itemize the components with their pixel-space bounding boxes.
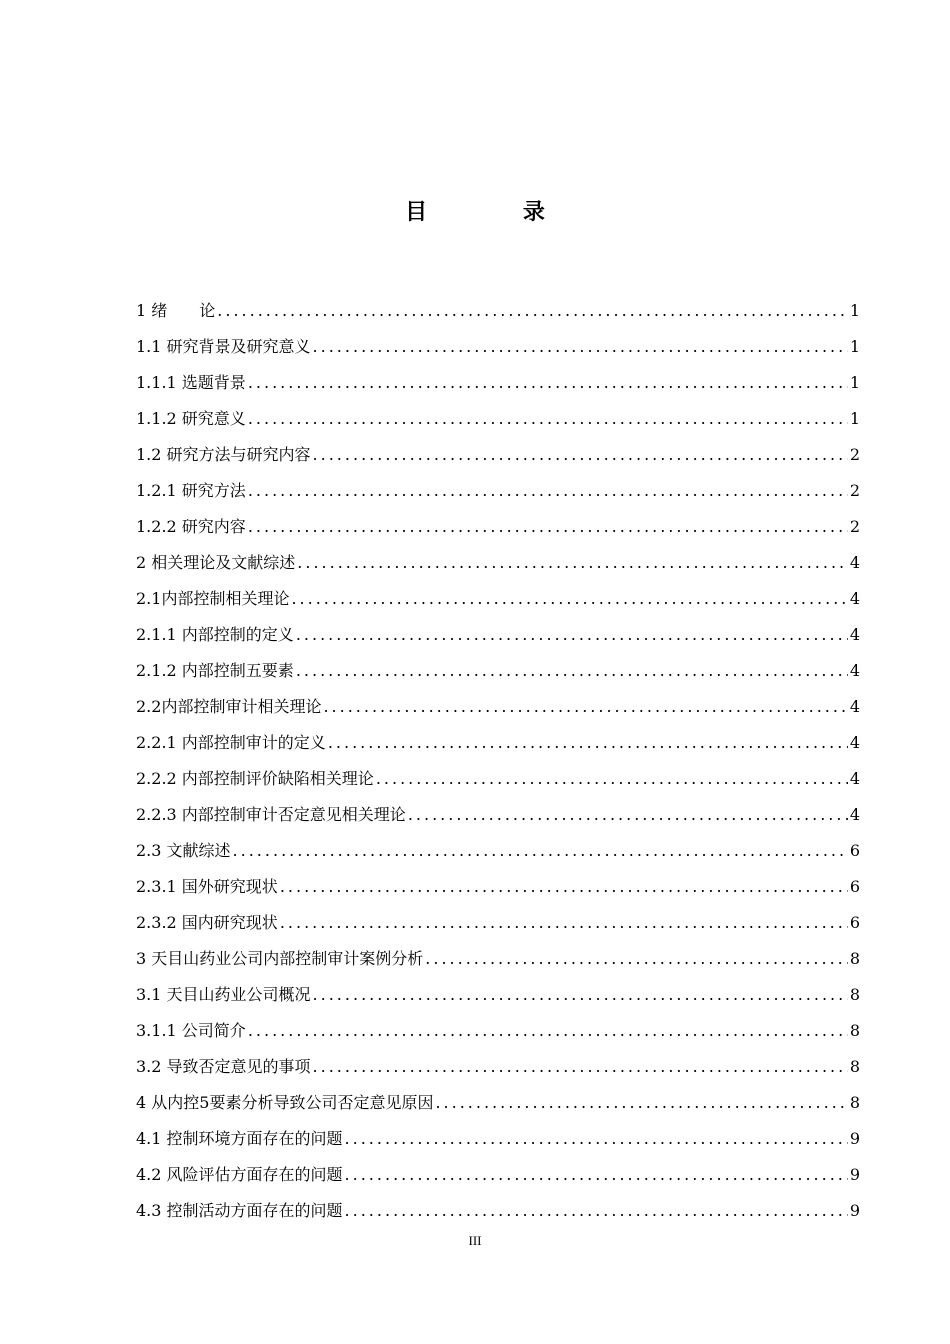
- dot-leader: [345, 1195, 848, 1227]
- toc-entry[interactable]: [136, 907, 860, 943]
- toc-entry[interactable]: [136, 475, 860, 511]
- toc-entry-label: 4.1 控制环境方面存在的问题: [136, 1129, 343, 1148]
- toc-entry[interactable]: [136, 655, 860, 691]
- dot-leader: [345, 1159, 848, 1191]
- dot-leader: [248, 1015, 848, 1047]
- dot-leader: [248, 475, 848, 507]
- toc-entry-page: 2: [849, 481, 860, 500]
- dot-leader: [313, 1051, 848, 1083]
- dot-leader: [425, 943, 848, 975]
- toc-entry-label: 1.2.2 研究内容: [136, 517, 246, 536]
- toc-entry[interactable]: [136, 1195, 860, 1231]
- toc-entry-page: 4: [849, 805, 860, 824]
- dot-leader: [435, 1087, 847, 1119]
- dot-leader: [297, 547, 848, 579]
- toc-entry-label: 2.1.1 内部控制的定义: [136, 625, 294, 644]
- toc-entry-label: 1.1 研究背景及研究意义: [136, 337, 311, 356]
- dot-leader: [248, 403, 848, 435]
- toc-entry[interactable]: [136, 439, 860, 475]
- toc-entry-label: 2.2内部控制审计相关理论: [136, 697, 322, 716]
- toc-entry[interactable]: [136, 1087, 860, 1123]
- dot-leader: [345, 1123, 848, 1155]
- toc-entry[interactable]: [136, 583, 860, 619]
- toc-entry-label: 1.1.1 选题背景: [136, 373, 246, 392]
- dot-leader: [233, 835, 848, 867]
- toc-entry-label: 2.3.2 国内研究现状: [136, 913, 278, 932]
- dot-leader: [313, 979, 848, 1011]
- toc-entry-page: 2: [849, 445, 860, 464]
- toc-entry-label: 3.1.1 公司简介: [136, 1021, 246, 1040]
- dot-leader: [313, 439, 848, 471]
- toc-entry-label: 4.2 风险评估方面存在的问题: [136, 1165, 343, 1184]
- toc-entry-label: 1.1.2 研究意义: [136, 409, 246, 428]
- toc-entry[interactable]: [136, 763, 860, 799]
- toc-entry-page: 8: [849, 985, 860, 1004]
- dot-leader: [376, 763, 848, 795]
- toc-entry-page: 9: [849, 1129, 860, 1148]
- dot-leader: [296, 619, 848, 651]
- toc-entry[interactable]: [136, 1051, 860, 1087]
- toc-entry-page: 9: [849, 1201, 860, 1220]
- toc-entry-label: 3.2 导致否定意见的事项: [136, 1057, 311, 1076]
- dot-leader: [280, 907, 848, 939]
- toc-entry-label: 2 相关理论及文献综述: [136, 553, 296, 572]
- toc-entry-label: 1 绪 论: [136, 301, 216, 320]
- toc-entry-label: 2.1.2 内部控制五要素: [136, 661, 294, 680]
- toc-entry-label: 4.3 控制活动方面存在的问题: [136, 1201, 343, 1220]
- toc-entry-label: 3.1 天目山药业公司概况: [136, 985, 311, 1004]
- toc-entry-label: 1.2 研究方法与研究内容: [136, 445, 311, 464]
- toc-entry-page: 6: [849, 913, 860, 932]
- dot-leader: [248, 511, 848, 543]
- toc-entry-page: 8: [849, 1093, 860, 1112]
- toc-entry-label: 2.2.3 内部控制审计否定意见相关理论: [136, 805, 406, 824]
- toc-entry-page: 8: [849, 949, 860, 968]
- dot-leader: [291, 583, 847, 615]
- toc-entry-page: 8: [849, 1057, 860, 1076]
- toc-entry[interactable]: [136, 367, 860, 403]
- toc-entry-page: 4: [849, 697, 860, 716]
- toc-entry-label: 2.1内部控制相关理论: [136, 589, 290, 608]
- toc-entry-page: 4: [849, 661, 860, 680]
- toc-entry-page: 4: [849, 553, 860, 572]
- toc-entry[interactable]: [136, 691, 860, 727]
- toc-entry-label: 2.3 文献综述: [136, 841, 231, 860]
- dot-leader: [217, 295, 848, 327]
- dot-leader: [408, 799, 848, 831]
- toc-entry[interactable]: [136, 727, 860, 763]
- toc-entry-page: 8: [849, 1021, 860, 1040]
- toc-entry-page: 9: [849, 1165, 860, 1184]
- dot-leader: [280, 871, 848, 903]
- page-title: 目 录: [405, 200, 589, 225]
- toc-entry-page: 6: [849, 841, 860, 860]
- toc-entry-label: 4 从内控5要素分析导致公司否定意见原因: [136, 1093, 434, 1112]
- toc-entry[interactable]: [136, 1015, 860, 1051]
- toc-entry[interactable]: [136, 295, 860, 331]
- dot-leader: [296, 655, 848, 687]
- dot-leader: [328, 727, 848, 759]
- toc-entry[interactable]: [136, 799, 860, 835]
- toc-entry[interactable]: [136, 979, 860, 1015]
- toc-entry-page: 1: [849, 301, 860, 320]
- dot-leader: [313, 331, 848, 363]
- toc-entry-label: 2.2.2 内部控制评价缺陷相关理论: [136, 769, 374, 788]
- toc-entry[interactable]: [136, 403, 860, 439]
- toc-entry-label: 3 天目山药业公司内部控制审计案例分析: [136, 949, 424, 968]
- toc-entry[interactable]: [136, 871, 860, 907]
- toc-entry-page: 4: [849, 769, 860, 788]
- toc-entry[interactable]: [136, 511, 860, 547]
- toc-entry[interactable]: [136, 1123, 860, 1159]
- toc-entry[interactable]: [136, 331, 860, 367]
- toc-entry-page: 4: [849, 733, 860, 752]
- toc-entry-label: 1.2.1 研究方法: [136, 481, 246, 500]
- toc-entry[interactable]: [136, 547, 860, 583]
- toc-entry-page: 4: [849, 589, 860, 608]
- table-of-contents: [136, 295, 860, 1231]
- toc-entry-page: 1: [849, 373, 860, 392]
- toc-entry[interactable]: [136, 835, 860, 871]
- toc-entry-page: 1: [849, 337, 860, 356]
- toc-entry[interactable]: [136, 943, 860, 979]
- toc-entry[interactable]: [136, 619, 860, 655]
- toc-entry-page: 4: [849, 625, 860, 644]
- toc-entry-label: 2.2.1 内部控制审计的定义: [136, 733, 326, 752]
- page-number: III: [468, 1233, 482, 1248]
- toc-entry[interactable]: [136, 1159, 860, 1195]
- toc-entry-page: 1: [849, 409, 860, 428]
- toc-entry-page: 6: [849, 877, 860, 896]
- dot-leader: [323, 691, 847, 723]
- dot-leader: [248, 367, 848, 399]
- toc-entry-label: 2.3.1 国外研究现状: [136, 877, 278, 896]
- toc-entry-page: 2: [849, 517, 860, 536]
